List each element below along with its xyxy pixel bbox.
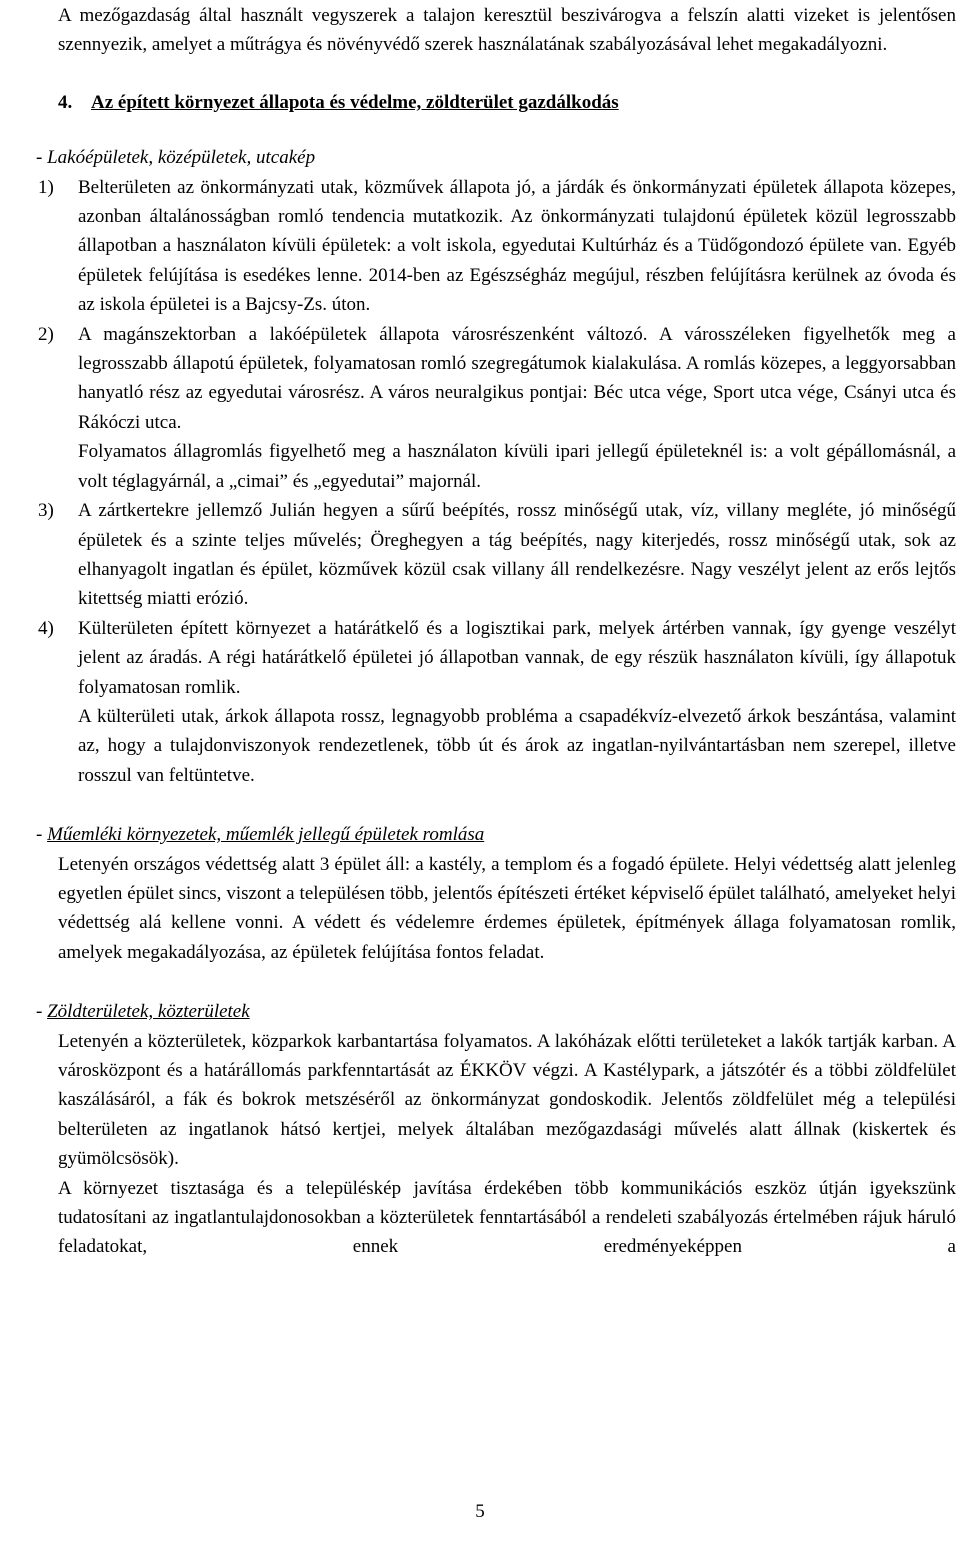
list-item-body bbox=[78, 496, 956, 614]
subsection-dash: - bbox=[36, 1001, 48, 1023]
list-item-body bbox=[78, 614, 956, 790]
subsection-dash: - bbox=[36, 824, 48, 846]
subsection-title-residential: - Lakóépületek, középületek, utcakép bbox=[36, 147, 316, 169]
list-item-body bbox=[78, 320, 956, 496]
list-item-label: 3) bbox=[38, 500, 54, 522]
subsection-title-text: Zöldterületek, közterületek bbox=[47, 1001, 250, 1023]
intro-paragraph: A mezőgazdaság által használt vegyszerek a talajon keresztül beszivárogva a felszín alatti vizeket is jelentősen szennyezik, amelyet a műtrágya és növényvédő szerek használatának szabályozásával lehet megakadályozni. bbox=[58, 5, 956, 56]
subsection-title-monuments bbox=[36, 820, 956, 849]
list-item-paragraph: A zártkertekre jellemző Julián hegyen a sűrű beépítés, rossz minőségű utak, víz, villany megléte, jó minőségű épületek és a szinte teljes művelés; Öreghegyen a tág beépítés, nagy kiterjedés, rossz minőségű utak, sok az elhanyagolt ingatlan és épület, közművek közül csak villany áll rendelkezésre. Nagy veszélyt jelent az erős lejtős kitettség miatti erózió. bbox=[78, 500, 956, 610]
section-number: 4. bbox=[58, 91, 73, 113]
green-areas-paragraph: Letenyén a közterületek, közparkok karbantartása folyamatos. A lakóházak előtti területeket a lakók tartják karban. A városközpont és a határállomás parkfenntartását az ÉKKÖV végzi. A Kastélypark, a játszótér és a többi zöldfelület kaszálásáról, a fák és bokrok metszéséről az önkormányzat gondoskodik. Jelentős zöldfelület még a települési belterületen az ingatlanok hátsó kertjei, melyek általában mezőgazdasági művelés alatt állnak (kiskertek és gyümölcsösök). bbox=[58, 1030, 956, 1170]
list-item-paragraph: Külterületen épített környezet a határátkelő és a logisztikai park, melyek ártérben vannak, így gyenge veszélyt jelent az áradás. A régi határátkelő épületei jó állapotban vannak, de egy részük használaton kívüli, így állapotuk folyamatosan romlik. bbox=[78, 617, 956, 698]
list-item-label: 2) bbox=[38, 323, 54, 345]
green-areas-paragraph: A környezet tisztasága és a településkép javítása érdekében több kommunikációs eszköz útján igyekszünk tudatosítani az ingatlantulajdonosokban a közterületek fenntartásából a rendeleti szabályozás értelmében rájuk háruló feladatokat, ennek eredményeképpen a bbox=[58, 1177, 956, 1258]
page-number: 5 bbox=[475, 1501, 485, 1522]
monuments-paragraph: Letenyén országos védettség alatt 3 épület áll: a kastély, a templom és a fogadó épülete. Helyi védettség alatt jelenleg egyetlen épület sincs, viszont a településen több, jelentős építészeti értéket képviselő épület található, amelyeket helyi védettség alá kellene vonni. A védett és védelemre érdemes épületek, építmények állaga folyamatosan romlik, amelyek megakadályozása, az épületek felújítása fontos feladat. bbox=[58, 853, 956, 963]
list-item-label: 1) bbox=[38, 176, 54, 198]
document-page bbox=[36, 0, 956, 1262]
list-item-paragraph: Belterületen az önkormányzati utak, közművek állapota jó, a járdák és önkormányzati épületek állapota közepes, azonban általánosságban romló tendencia mutatkozik. Az önkormányzati tulajdonú épületek közül legrosszabb állapotban a használaton kívüli épületek: a volt iskola, egyedutai Kultúrház és a Tüdőgondozó épülete van. Egyéb épületek felújítása is esedékes lenne. 2014-ben az Egészségház megújul, részben felújításra kerülnek az óvoda és az iskola épületei is a Bajcsy-Zs. úton. bbox=[78, 176, 956, 316]
section-title: Az épített környezet állapota és védelme, zöldterület gazdálkodás bbox=[91, 91, 619, 113]
section-heading bbox=[58, 88, 956, 117]
list-item bbox=[38, 320, 956, 496]
monuments-block bbox=[58, 850, 956, 968]
subsection-title-green-areas bbox=[36, 997, 956, 1026]
list-item-body bbox=[78, 173, 956, 320]
list-item-label: 4) bbox=[38, 617, 54, 639]
list-item-paragraph: A külterületi utak, árkok állapota rossz, legnagyobb probléma a csapadékvíz-elvezető árkok beszántása, valamint az, hogy a tulajdonviszonyok rendezetlenek, több út és árok az ingatlan-nyilvántartásban nem szerepel, illetve rosszul van feltüntetve. bbox=[78, 705, 956, 786]
list-item bbox=[38, 173, 956, 320]
list-item-paragraph: Folyamatos állagromlás figyelhető meg a használaton kívüli ipari jellegű épületeknél is: a volt gépállomásnál, a volt téglagyárnál, a „cimai” és „egyedutai” majornál. bbox=[78, 441, 956, 492]
green-areas-block bbox=[58, 1027, 956, 1262]
list-item bbox=[38, 614, 956, 790]
list-item-paragraph: A magánszektorban a lakóépületek állapota városrészenként változó. A városszéleken figyelhetők meg a legrosszabb állapotú épületek, folyamatosan romló szegregátumok kialakulása. A romlás közepes, a leggyorsabban hanyatló rész az egyedutai városrész. A város neuralgikus pontjai: Béc utca vége, Sport utca vége, Csányi utca és Rákóczi utca. bbox=[78, 323, 956, 433]
list-item bbox=[38, 496, 956, 614]
subsection-title-text: Műemléki környezetek, műemlék jellegű épületek romlása bbox=[47, 824, 485, 846]
